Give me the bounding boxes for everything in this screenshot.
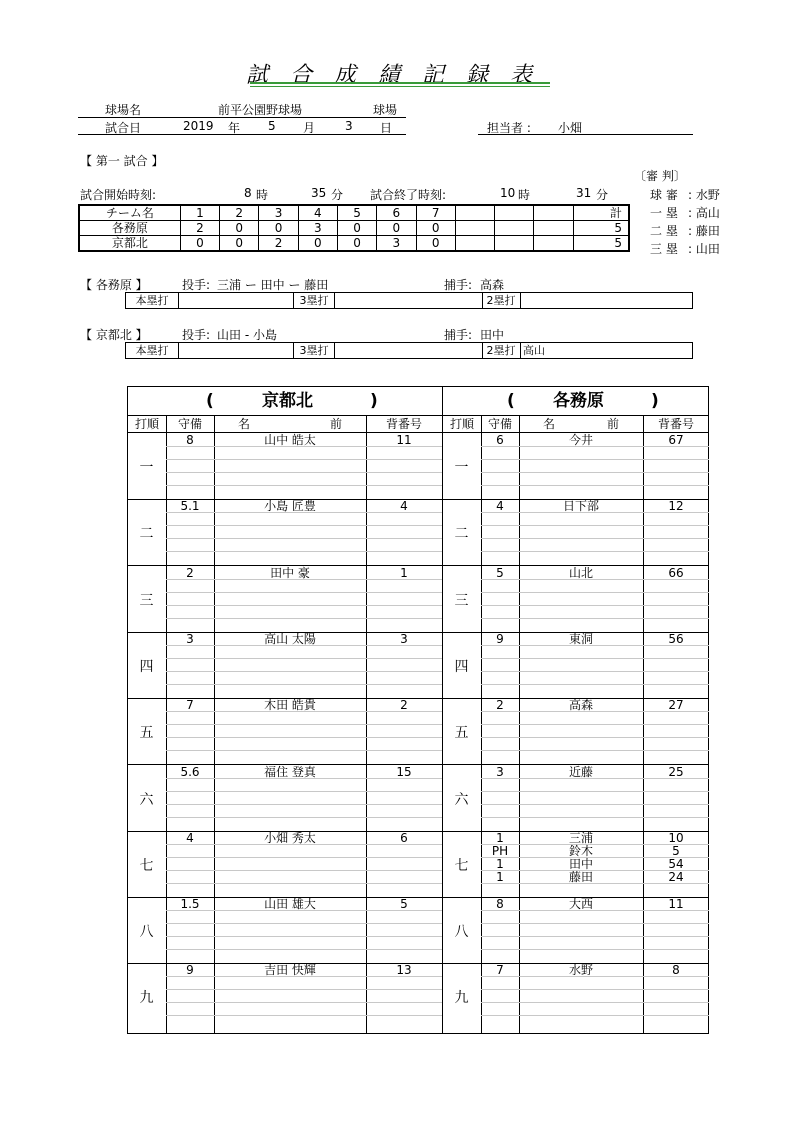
umpire-name: : 高山 [688, 206, 720, 220]
col-position: 守備 [177, 417, 202, 431]
scoreboard-cell: 0 [180, 236, 219, 252]
slot-subline [166, 671, 442, 672]
scoreboard-header-cell: 1 [180, 205, 219, 221]
catcher-name: 高森 [480, 278, 505, 292]
player-name: 高森 [568, 698, 593, 713]
position-value: PH [491, 843, 509, 858]
batting-slot [128, 566, 442, 633]
double-label: 2塁打 [482, 293, 521, 308]
scoreboard-header-cell: 3 [259, 205, 298, 221]
position-value: 8 [186, 433, 194, 447]
slot-subline [166, 750, 442, 751]
position-value: 3 [496, 764, 504, 779]
player-name: 田中 [568, 856, 593, 871]
position-value: 3 [186, 631, 194, 646]
batting-slot [443, 499, 709, 566]
uniform-number: 11 [668, 897, 684, 912]
batting-order: 九 [454, 990, 469, 1007]
slot-subline [481, 923, 709, 924]
paren-close: ) [651, 391, 659, 411]
position-value: 9 [496, 631, 504, 646]
uniform-number: 15 [396, 764, 412, 779]
batting-order: 八 [454, 924, 469, 941]
stadium-suffix: 球場 [373, 103, 398, 117]
uniform-number: 8 [672, 963, 680, 978]
scoreboard-cell [495, 221, 534, 236]
slot-subline [166, 459, 442, 460]
slot-subline [166, 605, 442, 606]
uniform-number: 6 [400, 830, 408, 845]
scoreboard-header-cell [495, 205, 534, 221]
player-name: 田中 豪 [270, 565, 310, 580]
uniform-number: 24 [668, 869, 684, 884]
position-value: 9 [186, 963, 194, 978]
batting-order: 一 [139, 460, 154, 476]
lineup-panel-away [442, 387, 709, 1033]
uniform-number: 10 [668, 830, 684, 845]
player-name: 小畑 秀太 [264, 830, 316, 845]
slot-subline [481, 1015, 709, 1016]
slot-subline [166, 989, 442, 990]
slot-subline [166, 817, 442, 818]
home-run-value [179, 343, 294, 358]
double-value: 高山 [523, 344, 545, 357]
position-value: 7 [496, 963, 504, 978]
player-name: 鈴木 [568, 843, 593, 858]
col-order: 打順 [449, 417, 474, 431]
home-run-value [179, 293, 294, 308]
col-number: 背番号 [385, 417, 422, 431]
umpire-position: 三 塁 [650, 242, 678, 256]
umpire-position: 二 塁 [650, 224, 678, 238]
position-value: 5.1 [180, 499, 200, 514]
scoreboard-cell: 5 [573, 221, 629, 236]
slot-subline [166, 1002, 442, 1003]
col-position: 守備 [487, 417, 512, 431]
slot-subline [481, 989, 709, 990]
slot-subline [481, 618, 709, 619]
date-day: 3 [345, 119, 353, 133]
scoreboard-cell: 0 [337, 221, 376, 236]
slot-subline [481, 1002, 709, 1003]
date-underline [78, 134, 406, 135]
page-title: 試合成績記録表 [245, 63, 554, 88]
staff-label: 担当者 : [487, 121, 531, 135]
date-day-unit: 日 [380, 121, 393, 135]
hits-row [125, 292, 693, 309]
player-name: 東洞 [568, 631, 593, 646]
batting-order: 二 [454, 526, 469, 543]
col-name-b: 前 [606, 417, 619, 431]
scoreboard-header-cell: 4 [298, 205, 337, 221]
home-run-label: 本塁打 [126, 293, 179, 308]
batting-slot [443, 963, 709, 1029]
scoreboard-cell: 5 [573, 236, 629, 252]
scoreboard-cell [455, 221, 494, 236]
player-name: 山北 [568, 565, 593, 580]
batting-slot [443, 632, 709, 699]
batting-slot [128, 499, 442, 566]
column-header [443, 416, 709, 433]
scoreboard-header-cell [455, 205, 494, 221]
player-name: 小島 匠豊 [264, 499, 316, 514]
player-name: 今井 [568, 433, 593, 447]
stadium-name: 前平公園野球場 [218, 103, 303, 117]
batting-slot [128, 765, 442, 832]
player-name: 高山 太陽 [264, 631, 316, 646]
slot-subline [166, 485, 442, 486]
player-name: 山田 雄大 [264, 897, 316, 912]
uniform-number: 13 [396, 963, 412, 978]
paren-open: ( [507, 391, 515, 411]
triple-label: 3塁打 [294, 343, 335, 358]
scoreboard-cell: 0 [220, 221, 259, 236]
staff-underline [478, 134, 693, 135]
batting-slot [128, 632, 442, 699]
col-number: 背番号 [657, 417, 694, 431]
batting-slot [443, 897, 709, 964]
slot-subline [166, 684, 442, 685]
slot-subline [481, 605, 709, 606]
slot-subline [481, 791, 709, 792]
scoreboard-cell: 0 [416, 221, 455, 236]
start-hour: 8 [244, 186, 252, 200]
game-label: 【 第一 試合 】 [80, 154, 164, 168]
uniform-number: 5 [672, 843, 680, 858]
slot-subline [481, 750, 709, 751]
slot-subline [166, 538, 442, 539]
uniform-number: 27 [668, 698, 684, 713]
slot-subline [481, 459, 709, 460]
scoreboard-cell [495, 236, 534, 252]
scoreboard-cell: 0 [416, 236, 455, 252]
position-value: 7 [186, 698, 194, 713]
scoreboard-cell: 2 [180, 221, 219, 236]
slot-subline [481, 525, 709, 526]
scoreboard-cell [534, 221, 573, 236]
start-minute: 35 [311, 186, 327, 200]
player-name: 日下部 [562, 499, 599, 514]
umpire-name: : 水野 [688, 188, 720, 202]
batting-order: 六 [454, 791, 469, 808]
batting-order: 一 [454, 460, 469, 476]
uniform-number: 3 [400, 631, 408, 646]
position-value: 1 [496, 830, 504, 845]
batting-order: 五 [139, 725, 154, 742]
col-order: 打順 [134, 417, 159, 431]
batting-order: 七 [139, 857, 154, 874]
player-name: 木田 皓貴 [264, 698, 316, 713]
player-name: 近藤 [568, 764, 593, 779]
batting-slot [443, 566, 709, 633]
pitcher-label: 投手: [182, 328, 211, 342]
start-hour-unit: 時 [256, 188, 269, 202]
slot-subline [481, 592, 709, 593]
player-name: 大西 [568, 897, 593, 912]
scoreboard-header [79, 205, 629, 221]
position-value: 2 [496, 698, 504, 713]
player-name: 藤田 [568, 869, 593, 884]
pitcher-names: 山田 - 小島 [217, 328, 277, 342]
scoreboard-team: 各務原 [79, 221, 180, 236]
slot-subline [166, 737, 442, 738]
batting-order: 二 [139, 526, 154, 543]
col-name-b: 前 [329, 417, 342, 431]
batting-order: 九 [139, 990, 154, 1007]
slot-subline [166, 472, 442, 473]
slot-subline [481, 538, 709, 539]
position-value: 8 [496, 897, 504, 912]
slot-subline [481, 724, 709, 725]
umpire-position: 一 塁 [650, 206, 678, 220]
slot-subline [481, 737, 709, 738]
pitcher-names: 三浦 ー 田中 ー 藤田 [217, 278, 329, 292]
player-name: 三浦 [568, 830, 593, 845]
scoreboard-cell [534, 236, 573, 252]
batting-order: 三 [454, 592, 469, 609]
batting-order: 三 [139, 592, 154, 609]
uniform-number: 56 [668, 631, 684, 646]
double-label: 2塁打 [482, 343, 521, 358]
scoreboard-cell: 0 [259, 221, 298, 236]
slot-subline [481, 671, 709, 672]
hits-row [125, 342, 693, 359]
scoreboard-cell [455, 236, 494, 252]
triple-label: 3塁打 [294, 293, 335, 308]
slot-subline [166, 883, 442, 884]
scoreboard-cell: 3 [298, 221, 337, 236]
slot-subline [481, 472, 709, 473]
position-value: 5.6 [180, 764, 200, 779]
slot-subline [166, 857, 442, 858]
date-month-unit: 月 [303, 121, 316, 135]
batting-slot [128, 831, 442, 898]
stadium-label: 球場名 [105, 103, 142, 117]
player-name: 山中 皓太 [264, 433, 316, 447]
scoreboard-header-cell: チーム名 [79, 205, 180, 221]
batting-slot [443, 765, 709, 832]
position-value: 1.5 [180, 897, 200, 912]
uniform-number: 11 [396, 433, 412, 447]
slot-subline [166, 658, 442, 659]
col-name-a: 名 [542, 417, 555, 431]
slot-subline [166, 949, 442, 950]
batting-order: 八 [139, 924, 154, 941]
team-header [128, 387, 442, 416]
start-minute-unit: 分 [331, 188, 344, 202]
position-value: 5 [496, 565, 504, 580]
batting-slot [128, 963, 442, 1029]
triple-value [335, 293, 483, 308]
batting-order: 四 [139, 658, 154, 675]
date-year: 2019 [183, 119, 214, 133]
date-month: 5 [268, 119, 276, 133]
slot-subline [166, 923, 442, 924]
team-name: 各務原 [553, 391, 604, 411]
end-time-label: 試合終了時刻: [370, 188, 447, 202]
position-value: 4 [186, 830, 194, 845]
batting-order: 五 [454, 725, 469, 742]
slot-subline [166, 1015, 442, 1016]
player-name: 福住 登真 [264, 764, 316, 779]
catcher-label: 捕手: [444, 328, 473, 342]
scoreboard-header-cell: 6 [377, 205, 416, 221]
paren-close: ) [370, 391, 378, 411]
stadium-underline [78, 117, 406, 118]
batting-slot [128, 433, 442, 500]
scoreboard-header-cell: 2 [220, 205, 259, 221]
scoreboard-row [79, 236, 629, 252]
position-value: 6 [496, 433, 504, 447]
staff-name: 小畑 [558, 121, 583, 135]
batting-order: 四 [454, 658, 469, 675]
slot-subline [481, 551, 709, 552]
uniform-number: 66 [668, 565, 684, 580]
end-minute: 31 [576, 186, 592, 200]
scoreboard [78, 204, 630, 252]
umpire-name: : 藤田 [688, 224, 720, 238]
slot-subline [166, 936, 442, 937]
end-minute-unit: 分 [596, 188, 609, 202]
slot-subline [481, 936, 709, 937]
scoreboard-cell: 0 [377, 221, 416, 236]
lineup-grid [127, 386, 709, 1034]
umpire-position: 球 審 [650, 188, 678, 202]
pitcher-label: 投手: [182, 278, 211, 292]
scoreboard-row [79, 221, 629, 236]
slot-subline [481, 684, 709, 685]
player-name: 水野 [568, 963, 593, 978]
slot-subline [166, 791, 442, 792]
slot-subline [166, 618, 442, 619]
uniform-number: 2 [400, 698, 408, 713]
lineup-panel-home [128, 387, 442, 1033]
batting-slot [128, 897, 442, 964]
batting-slot [443, 831, 709, 898]
batting-slot [443, 433, 709, 500]
scoreboard-cell: 0 [298, 236, 337, 252]
slot-subline [166, 870, 442, 871]
team-header [443, 387, 709, 416]
battery-team: 【 各務原 】 [80, 278, 148, 292]
uniform-number: 67 [668, 433, 684, 447]
scoreboard-cell: 2 [259, 236, 298, 252]
scoreboard-header-cell: 5 [337, 205, 376, 221]
slot-subline [166, 724, 442, 725]
catcher-label: 捕手: [444, 278, 473, 292]
umpire-name: : 山田 [688, 242, 720, 256]
batting-order: 六 [139, 791, 154, 808]
uniform-number: 25 [668, 764, 684, 779]
umpire-label: 〔審 判〕 [634, 169, 686, 183]
slot-subline [166, 592, 442, 593]
batting-slot [443, 698, 709, 765]
col-name-a: 名 [237, 417, 250, 431]
uniform-number: 5 [400, 897, 408, 912]
scoreboard-cell: 0 [220, 236, 259, 252]
slot-subline [166, 804, 442, 805]
date-label: 試合日 [105, 121, 142, 135]
player-name: 吉田 快輝 [264, 963, 316, 978]
title-underline-thin [250, 86, 550, 87]
scoreboard-cell: 3 [377, 236, 416, 252]
slot-subline [481, 949, 709, 950]
double-value [521, 293, 693, 308]
position-value: 2 [186, 565, 194, 580]
uniform-number: 1 [400, 565, 408, 580]
batting-slot [128, 698, 442, 765]
date-year-unit: 年 [228, 121, 241, 135]
start-time-label: 試合開始時刻: [80, 188, 157, 202]
battery-team: 【 京都北 】 [80, 328, 148, 342]
slot-subline [166, 551, 442, 552]
uniform-number: 4 [400, 499, 408, 514]
scoreboard-cell: 0 [337, 236, 376, 252]
catcher-name: 田中 [480, 328, 505, 342]
paren-open: ( [206, 391, 214, 411]
end-hour: 10 [500, 186, 516, 200]
slot-subline [166, 525, 442, 526]
slot-subline [481, 485, 709, 486]
position-value: 1 [496, 869, 504, 884]
scoreboard-header-cell: 7 [416, 205, 455, 221]
triple-value [335, 343, 483, 358]
slot-subline [481, 804, 709, 805]
scoreboard-team: 京都北 [79, 236, 180, 252]
home-run-label: 本塁打 [126, 343, 179, 358]
team-name: 京都北 [262, 391, 313, 411]
uniform-number: 12 [668, 499, 684, 514]
end-hour-unit: 時 [518, 188, 531, 202]
position-value: 1 [496, 856, 504, 871]
scoreboard-header-cell [534, 205, 573, 221]
uniform-number: 54 [668, 856, 684, 871]
column-header [128, 416, 442, 433]
title-underline [250, 82, 550, 84]
batting-order: 七 [454, 857, 469, 874]
slot-subline [481, 658, 709, 659]
scoreboard-header-cell: 計 [573, 205, 629, 221]
slot-subline [481, 817, 709, 818]
position-value: 4 [496, 499, 504, 514]
